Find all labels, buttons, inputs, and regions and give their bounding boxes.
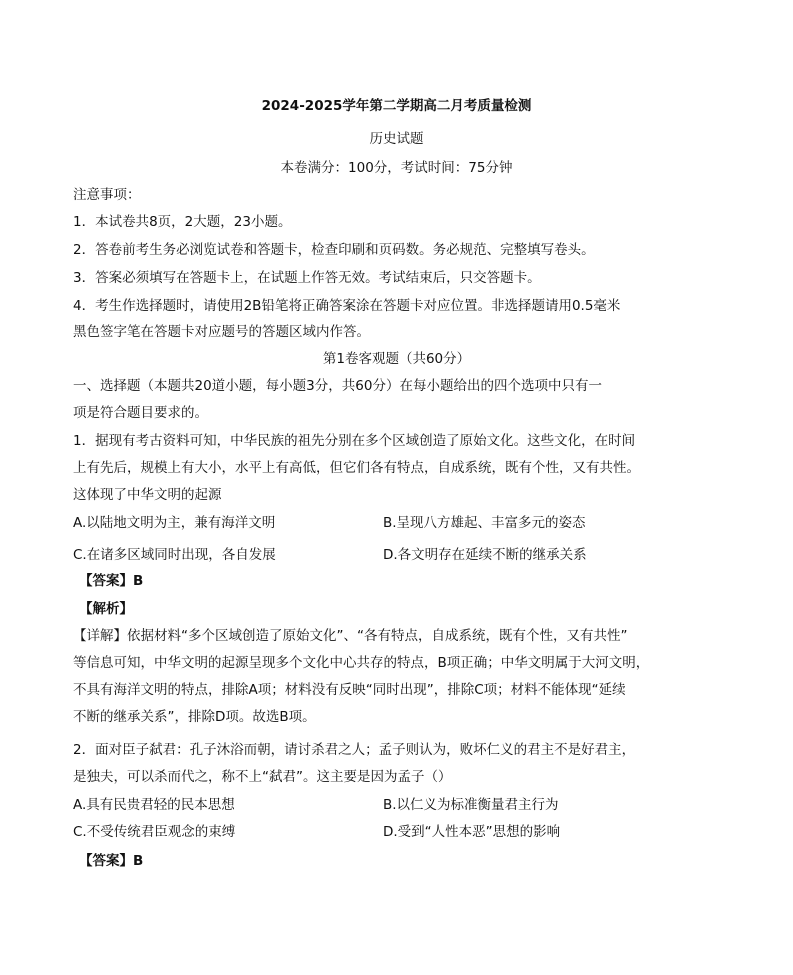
q1-stem: 上有先后，规模上有大小，水平上有高低，但它们各有特点，自成系统，既有个性，又有共性。	[73, 460, 640, 476]
q1-analysis-label: 【解析】	[79, 601, 133, 617]
q2-stem: 是独夫，可以杀而代之，称不上“弑君”。这主要是因为孟子（）	[73, 769, 452, 785]
note-item: 4．考生作选择题时，请使用2B铅笔将正确答案涂在答题卡对应位置。非选择题请用0.5毫米	[73, 298, 621, 314]
note-item: 黑色签字笔在答题卡对应题号的答题区域内作答。	[73, 324, 370, 340]
q1-detail: 不具有海洋文明的特点，排除A项；材料没有反映“同时出现”，排除C项；材料不能体现“延续	[73, 682, 626, 698]
q1-detail: 等信息可知，中华文明的起源呈现多个文化中心共存的特点，B项正确；中华文明属于大河文明，	[73, 655, 650, 671]
q2-option-d: D.受到“人性本恶”思想的影响	[383, 824, 561, 840]
note-item: 1．本试卷共8页，2大题，23小题。	[73, 214, 292, 230]
q1-stem: 1．据现有考古资料可知，中华民族的祖先分别在多个区域创造了原始文化。这些文化，在时间	[73, 433, 636, 449]
exam-info: 本卷满分：100分，考试时间：75分钟	[280, 160, 513, 176]
note-item: 3．答案必须填写在答题卡上，在试题上作答无效。考试结束后，只交答题卡。	[73, 270, 541, 286]
q1-option-b: B.呈现八方雄起、丰富多元的姿态	[383, 515, 586, 531]
q1-answer: 【答案】B	[79, 573, 144, 589]
q1-option-c: C.在诸多区域同时出现，各自发展	[73, 547, 276, 563]
notes-heading: 注意事项：	[73, 187, 141, 203]
section-intro: 一、选择题（本题共20道小题，每小题3分，共60分）在每小题给出的四个选项中只有一	[73, 378, 602, 394]
note-item: 2．答卷前考生务必浏览试卷和答题卡，检查印刷和页码数。务必规范、完整填写卷头。	[73, 242, 595, 258]
exam-title: 2024-2025学年第二学期高二月考质量检测	[261, 98, 532, 114]
q1-stem: 这体现了中华文明的起源	[73, 487, 222, 503]
section-title: 第1卷客观题（共60分）	[322, 351, 471, 367]
q2-option-c: C.不受传统君臣观念的束缚	[73, 824, 236, 840]
q2-option-b: B.以仁义为标准衡量君主行为	[383, 797, 559, 813]
q2-answer: 【答案】B	[79, 853, 144, 869]
q1-detail: 【详解】依据材料“多个区域创造了原始文化”、“各有特点，自成系统，既有个性，又有共性”	[73, 628, 628, 644]
q2-option-a: A.具有民贵君轻的民本思想	[73, 797, 235, 813]
section-intro: 项是符合题目要求的。	[73, 405, 208, 421]
subject-title: 历史试题	[369, 131, 424, 147]
q1-option-a: A.以陆地文明为主，兼有海洋文明	[73, 515, 276, 531]
q2-stem: 2．面对臣子弑君：孔子沐浴而朝，请讨杀君之人；孟子则认为，败坏仁义的君主不是好君主，	[73, 742, 636, 758]
q1-detail: 不断的继承关系”，排除D项。故选B项。	[73, 709, 316, 725]
q1-option-d: D.各文明存在延续不断的继承关系	[383, 547, 587, 563]
